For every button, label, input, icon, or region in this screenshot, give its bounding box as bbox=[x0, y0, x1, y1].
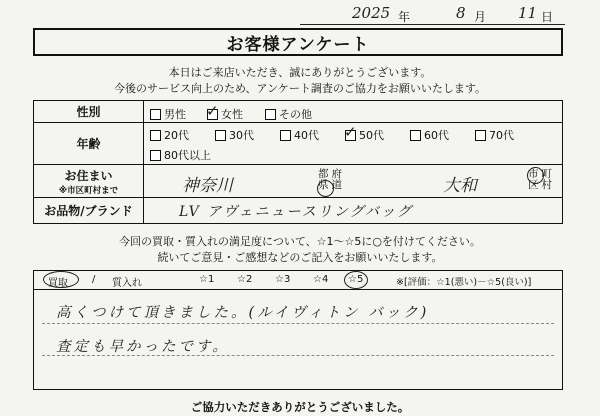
age-option-60s[interactable]: 60代 bbox=[410, 127, 449, 143]
item-row bbox=[34, 198, 562, 223]
age-option-50s[interactable]: ✓ 50代 bbox=[344, 122, 384, 142]
checkbox[interactable] bbox=[410, 130, 421, 141]
age-row bbox=[34, 123, 562, 165]
rating-4[interactable]: ☆4 bbox=[313, 274, 329, 285]
item-label: お品物/ブランド bbox=[34, 198, 144, 223]
type-circle bbox=[43, 271, 79, 288]
gender-row bbox=[34, 101, 562, 123]
instruction-line-1: 今回の買取・質入れの満足度について、☆1～☆5に○を付けてください。 bbox=[119, 235, 481, 248]
type-kaitori[interactable]: 買取 bbox=[48, 278, 68, 289]
rating-5[interactable]: ☆5 bbox=[348, 274, 364, 285]
city-circle bbox=[527, 167, 544, 184]
rating-2[interactable]: ☆2 bbox=[237, 274, 253, 285]
check-mark-icon: ✓ bbox=[344, 122, 357, 141]
gender-option-other[interactable]: その他 bbox=[265, 106, 312, 122]
footer-thanks: ご協力いただきありがとうございました。 bbox=[190, 400, 410, 414]
prefecture-value[interactable]: 神奈川 bbox=[182, 176, 233, 196]
survey-title: お客様アンケート bbox=[33, 28, 563, 56]
checkbox[interactable] bbox=[475, 130, 486, 141]
residence-label: お住まい ※市区町村まで bbox=[34, 165, 144, 197]
check-mark-icon: ✓ bbox=[206, 101, 219, 120]
date-day-unit: 日 bbox=[541, 10, 554, 24]
rating-legend: ※[評価：☆1(悪い)－☆5(良い)] bbox=[396, 277, 532, 288]
prefecture-circle bbox=[317, 180, 334, 197]
rating-circle bbox=[344, 271, 368, 289]
checkbox[interactable] bbox=[150, 109, 161, 120]
item-value[interactable]: LV アヴェニュースリングバッグ bbox=[179, 204, 413, 220]
date-year-unit: 年 bbox=[398, 10, 411, 24]
comment-line-1[interactable]: 高くつけて頂きました。(ルイヴィトン バック) bbox=[56, 305, 430, 321]
rating-1[interactable]: ☆1 bbox=[199, 274, 215, 285]
gender-option-male[interactable]: 男性 bbox=[150, 106, 186, 122]
residence-sublabel: ※市区町村まで bbox=[58, 185, 119, 196]
checkbox-checked[interactable] bbox=[344, 122, 357, 141]
intro-line-2: 今後のサービス向上のため、アンケート調査のご協力をお願いいたします。 bbox=[113, 82, 487, 95]
gender-option-female[interactable]: ✓ 女性 bbox=[206, 101, 243, 121]
checkbox-checked[interactable] bbox=[206, 101, 219, 120]
intro-line-1: 本日はご来店いただき、誠にありがとうございます。 bbox=[168, 66, 432, 79]
age-option-40s[interactable]: 40代 bbox=[280, 127, 319, 143]
feedback-box bbox=[33, 270, 563, 390]
date-day: 11 bbox=[518, 4, 538, 22]
city-suffix: 市町 区村 bbox=[528, 168, 555, 191]
checkbox[interactable] bbox=[280, 130, 291, 141]
age-option-70s[interactable]: 70代 bbox=[475, 127, 514, 143]
date-month-unit: 月 bbox=[474, 10, 487, 24]
city-value[interactable]: 大和 bbox=[443, 176, 477, 196]
comment-line-2[interactable]: 査定も早かったです。 bbox=[56, 339, 230, 355]
feedback-header bbox=[34, 271, 562, 290]
gender-label: 性別 bbox=[34, 101, 144, 122]
prefecture-suffix: 都府 県道 bbox=[318, 168, 345, 191]
type-separator: / bbox=[92, 274, 96, 285]
instruction-line-2: 続いてご意見・ご感想などのご記入をお願いいたします。 bbox=[157, 251, 443, 264]
date-month: 8 bbox=[456, 4, 466, 22]
checkbox[interactable] bbox=[265, 109, 276, 120]
checkbox[interactable] bbox=[150, 150, 161, 161]
survey-form-table bbox=[33, 100, 563, 224]
age-label: 年齢 bbox=[34, 123, 144, 164]
date-year: 2025 bbox=[352, 4, 391, 22]
age-option-20s[interactable]: 20代 bbox=[150, 127, 189, 143]
checkbox[interactable] bbox=[215, 130, 226, 141]
rating-3[interactable]: ☆3 bbox=[275, 274, 291, 285]
age-option-80s-plus[interactable]: 80代以上 bbox=[150, 147, 211, 163]
header-divider bbox=[34, 289, 562, 290]
type-shichiire[interactable]: 質入れ bbox=[112, 278, 142, 289]
age-option-30s[interactable]: 30代 bbox=[215, 127, 254, 143]
date-underline bbox=[300, 24, 565, 25]
checkbox[interactable] bbox=[150, 130, 161, 141]
ruled-line bbox=[42, 323, 554, 324]
residence-row bbox=[34, 165, 562, 198]
